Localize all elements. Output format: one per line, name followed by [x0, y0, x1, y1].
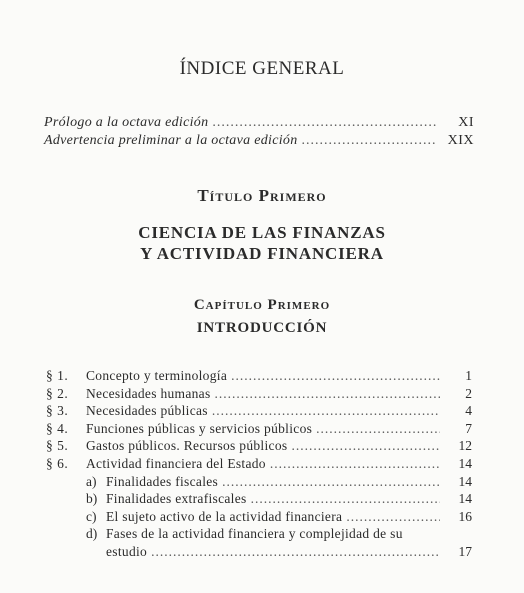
dot-leader — [302, 133, 436, 149]
dot-leader — [231, 368, 440, 384]
subsection-page: 17 — [458, 543, 472, 559]
subsection-letter: b) — [86, 491, 98, 507]
section-title: Funciones públicas y servicios públicos — [86, 420, 313, 436]
dot-leader — [151, 544, 440, 560]
dot-leader — [222, 474, 440, 490]
section-number: § 4. — [46, 420, 69, 436]
toc-entry — [46, 438, 472, 456]
front-matter-entry — [44, 115, 474, 133]
dot-leader — [215, 386, 440, 402]
dot-leader — [291, 438, 440, 454]
subsection-title: Finalidades fiscales — [106, 473, 219, 489]
toc-subentry — [46, 509, 472, 527]
dot-leader — [346, 509, 440, 525]
subsection-page: 14 — [458, 473, 472, 489]
section-page: 12 — [458, 438, 472, 454]
chapter-subject: INTRODUCCIÓN — [196, 320, 328, 336]
toc-subentry — [46, 474, 472, 492]
section-page: 7 — [465, 420, 472, 436]
toc-entry — [46, 403, 472, 421]
subsection-title: Finalidades extrafiscales — [106, 491, 247, 507]
dot-leader — [212, 115, 436, 131]
section-title: Actividad financiera del Estado — [86, 455, 266, 471]
section-title: Gastos públicos. Recursos públicos — [86, 438, 288, 454]
entry-page: XIX — [447, 133, 474, 148]
dot-leader — [316, 421, 440, 437]
section-page: 14 — [458, 455, 472, 471]
section-number: § 2. — [46, 385, 69, 401]
section-title: Necesidades humanas — [86, 385, 211, 401]
subsection-title: Fases de la actividad financiera y complejidad de su — [106, 526, 403, 542]
entry-page: XI — [458, 115, 474, 130]
section-number: § 3. — [46, 403, 69, 419]
title-subject — [0, 222, 524, 264]
toc-entry — [46, 368, 472, 386]
section-number: § 1. — [46, 368, 69, 383]
toc-entry — [46, 386, 472, 404]
dot-leader — [270, 456, 440, 472]
title-label: Título Primero — [197, 186, 327, 205]
front-matter-list — [44, 115, 474, 151]
subsection-letter: d) — [86, 526, 98, 542]
dot-leader — [251, 491, 440, 507]
dot-leader — [212, 403, 440, 419]
entry-title: Advertencia preliminar a la octava edición — [44, 133, 298, 148]
title-subject-line: CIENCIA DE LAS FINANZAS — [138, 223, 386, 242]
front-matter-entry — [44, 133, 474, 151]
toc-entry — [46, 421, 472, 439]
chapter-toc — [46, 368, 472, 562]
toc-entry — [46, 456, 472, 474]
section-number: § 5. — [46, 438, 69, 454]
toc-subentry — [46, 491, 472, 509]
chapter-label: Capítulo Primero — [193, 297, 331, 313]
section-number: § 6. — [46, 455, 69, 471]
section-title: Concepto y terminología — [86, 368, 228, 383]
entry-title: Prólogo a la octava edición — [44, 115, 209, 130]
subsection-title: El sujeto activo de la actividad financiera — [106, 508, 343, 524]
title-subject-line: Y ACTIVIDAD FINANCIERA — [140, 244, 384, 263]
subsection-letter: a) — [86, 473, 97, 489]
section-page: 4 — [465, 403, 472, 419]
toc-subentry-continued — [46, 544, 472, 562]
section-page: 1 — [465, 368, 472, 383]
toc-subentry — [46, 526, 472, 544]
section-title: Necesidades públicas — [86, 403, 208, 419]
subsection-title: estudio — [106, 543, 148, 559]
section-page: 2 — [465, 385, 472, 401]
subsection-letter: c) — [86, 508, 97, 524]
subsection-page: 16 — [458, 508, 472, 524]
subsection-page: 14 — [458, 491, 472, 507]
index-title: ÍNDICE GENERAL — [179, 58, 345, 79]
